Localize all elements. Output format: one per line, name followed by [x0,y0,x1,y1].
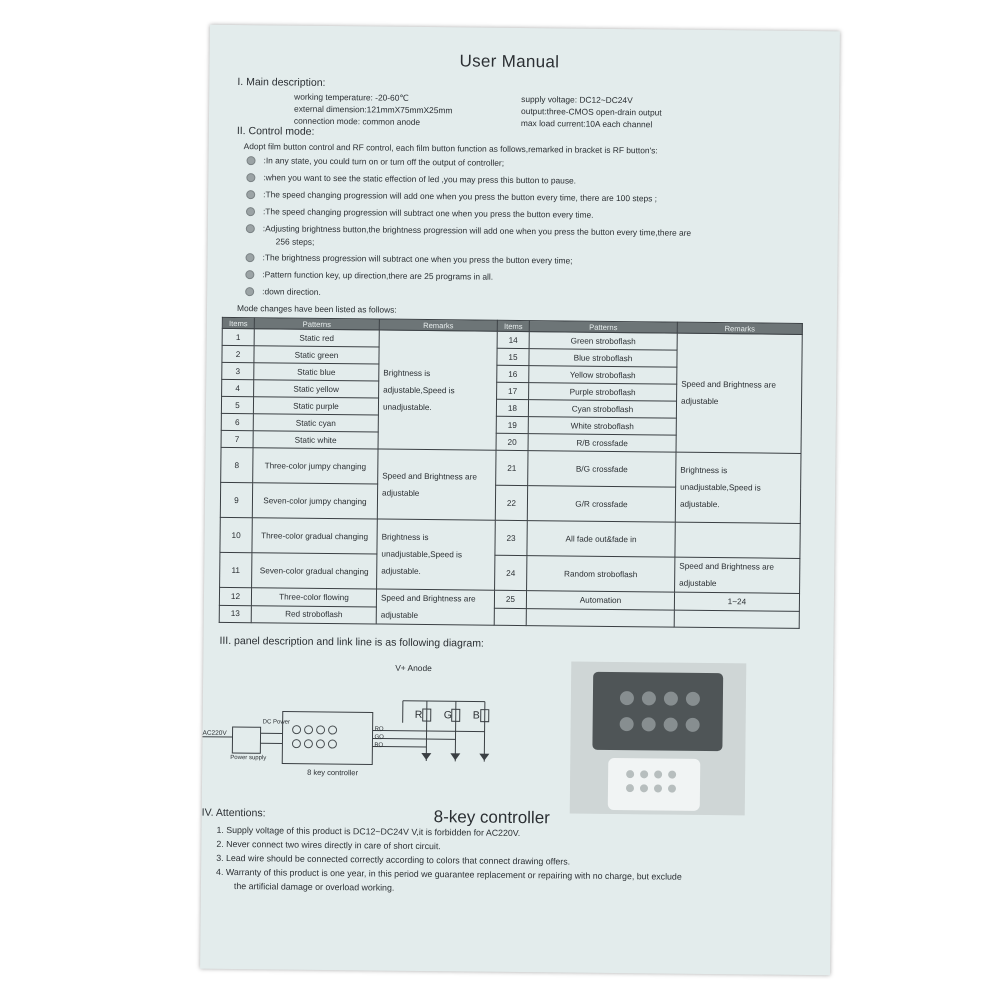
button-desc-5-cont: 256 steps; [275,236,315,247]
pattern-cell: Blue stroboflash [529,349,677,368]
section1-heading: I. Main description: [237,76,326,89]
item-number: 19 [496,416,528,433]
brightness-down-button-icon [245,253,254,262]
button-desc-4: :The speed changing progression will subtract one when you press the button every time. [262,206,594,220]
pattern-cell: Static cyan [253,414,378,432]
table-row [221,447,801,488]
button-desc-8: :down direction. [262,286,321,297]
item-number: 17 [497,382,529,399]
pattern-cell: White stroboflash [528,417,676,436]
table-row [220,517,800,558]
item-number: 7 [221,430,253,447]
header-patterns-2: Patterns [529,321,677,334]
spec-right-3: max load current:10A each channel [520,117,653,130]
b-label: B [472,709,480,722]
table-row [220,552,800,593]
item-number: 2 [222,345,254,362]
item-number: 1 [222,328,254,345]
pattern-cell: Cyan stroboflash [528,400,676,419]
led-diodes [421,753,489,761]
remark-cell: Brightness is unadjustable,Speed is adjustable. [675,452,801,523]
item-number: 8 [221,447,253,482]
pattern-cell: Automation [526,591,674,610]
remark-cell: 1~24 [674,592,799,611]
item-number: 24 [495,555,527,590]
photo-caption: 8-key controller [433,807,550,828]
pattern-cell: Seven-color jumpy changing [252,483,377,519]
pattern-cell: R/B crossfade [528,434,676,453]
button-desc-3: :The speed changing progression will add one when you press the button every time, there are 100 steps ; [263,189,658,204]
output-wires [372,700,484,747]
pattern-cell: G/R crossfade [527,486,675,523]
page-title: User Manual [459,51,560,72]
button-desc-2: :when you want to see the static effection of led ,you may press this button to pause. [263,172,577,186]
spec-left-1: working temperature: -20-60℃ [294,91,409,103]
remark-cell: Speed and Brightness are adjustable [676,333,802,453]
empty-cell [526,608,674,627]
item-number: 23 [495,520,527,555]
pattern-up-button-icon [245,270,254,279]
output-b-label: BO [374,742,384,749]
item-number: 21 [496,450,528,485]
button-desc-7: :Pattern function key, up direction,there are 25 programs in all. [262,269,494,282]
empty-remark-cell [675,522,800,558]
item-number: 15 [497,348,529,365]
pattern-cell: Seven-color gradual changing [252,553,377,589]
output-r-label: RO [374,726,384,733]
attention-1: 1. Supply voltage of this product is DC12~DC24V V,it is forbidden for AC220V. [216,824,521,839]
pattern-cell: Static purple [253,397,378,415]
mode-table [219,317,803,629]
item-number: 6 [221,413,253,430]
item-number: 11 [220,552,252,587]
controller-photo-art [570,662,747,816]
spec-right-2: output:three-CMOS open-drain output [521,105,662,118]
item-number: 20 [496,433,528,450]
power-supply-label: Power supply [230,754,267,762]
header-patterns: Patterns [254,318,379,330]
header-items-2: Items [497,320,529,331]
header-remarks: Remarks [379,319,497,331]
section3-heading: III. panel description and link line is as following diagram: [219,634,484,650]
item-number: 9 [220,482,252,517]
remark-cell: Speed and Brightness are adjustable [376,589,494,625]
output-g-label: GO [374,734,384,741]
pattern-cell: Static blue [254,363,379,381]
spec-left-2: external dimension:121mmX75mmX25mm [294,103,453,116]
controller-keys [292,726,336,748]
pattern-cell: Three-color jumpy changing [253,448,378,484]
item-number: 5 [221,396,253,413]
attention-4: 4. Warranty of this product is one year, in this period we guarantee replacement or repairing with no charge, but exclude [216,866,682,882]
dc-label: DC Power [262,719,291,726]
speed-up-button-icon [246,190,255,199]
item-number: 12 [219,587,251,605]
pattern-cell: All fade out&fade in [527,521,675,558]
pattern-cell: Yellow stroboflash [529,366,677,385]
controller-photo [570,662,747,816]
ac-label: AC220V [202,729,227,737]
attention-2: 2. Never connect two wires directly in care of short circuit. [216,838,441,852]
mode-intro: Mode changes have been listed as follows: [236,303,397,315]
remark-cell: Speed and Brightness are adjustable [675,557,800,593]
remark-cell: Brightness is unadjustable,Speed is adjustable. [377,519,496,590]
header-remarks-2: Remarks [677,322,802,334]
power-button-icon [246,156,255,165]
pattern-cell: Static green [254,346,379,364]
button-desc-5: :Adjusting brightness button,the brightness progression will add one when you press the button every time,there are [262,223,692,238]
item-number: 10 [220,517,252,552]
empty-cell [674,610,799,629]
pattern-cell: Red stroboflash [251,605,376,624]
pattern-cell: Green stroboflash [529,332,677,351]
pattern-cell: Static yellow [254,380,379,398]
g-label: G [443,709,452,722]
anode-label: V+ Anode [395,662,432,674]
controller-box [282,712,373,765]
power-supply-box [232,727,260,753]
item-number: 14 [497,331,529,348]
control-intro: Adopt film button control and RF control, each film button function as follows,remarked in bracket is RF button's: [243,141,658,156]
item-number: 3 [222,362,254,379]
item-number: 18 [496,399,528,416]
button-desc-1: :In any state, you could turn on or turn off the output of controller; [263,155,505,168]
spec-right-1: supply voltage: DC12~DC24V [521,93,633,106]
brightness-up-button-icon [246,224,255,233]
empty-cell [494,608,526,626]
header-items: Items [222,317,254,328]
attention-3: 3. Lead wire should be connected correctly according to colors that connect drawing offers. [216,852,571,867]
spec-left-3: connection mode: common anode [293,115,421,127]
manual-sheet [200,25,840,976]
item-number: 16 [497,365,529,382]
pattern-cell: Purple stroboflash [529,383,677,402]
remark-cell: Speed and Brightness are adjustable [377,449,496,520]
pattern-cell: Three-color gradual changing [252,518,377,554]
speed-down-button-icon [246,207,255,216]
pattern-cell: Three-color flowing [251,588,376,607]
section4-heading: IV. Attentions: [201,806,266,820]
item-number: 4 [222,379,254,396]
r-label: R [414,708,423,721]
pattern-cell: Random stroboflash [527,556,675,593]
button-desc-6: :The brightness progression will subtract one when you press the button every time; [262,252,573,266]
item-number: 25 [494,590,526,608]
pause-button-icon [246,173,255,182]
item-number: 22 [495,485,527,520]
controller-label: 8 key controller [307,767,359,778]
pattern-down-button-icon [245,287,254,296]
item-number: 13 [219,605,251,623]
pattern-cell: B/G crossfade [528,451,676,488]
pattern-cell: Static white [253,431,378,449]
section2-heading: II. Control mode: [236,125,315,138]
pattern-cell: Static red [254,329,379,347]
attention-4-cont: the artificial damage or overload working. [233,881,395,893]
remark-cell: Brightness is adjustable,Speed is unadjustable. [378,330,497,450]
